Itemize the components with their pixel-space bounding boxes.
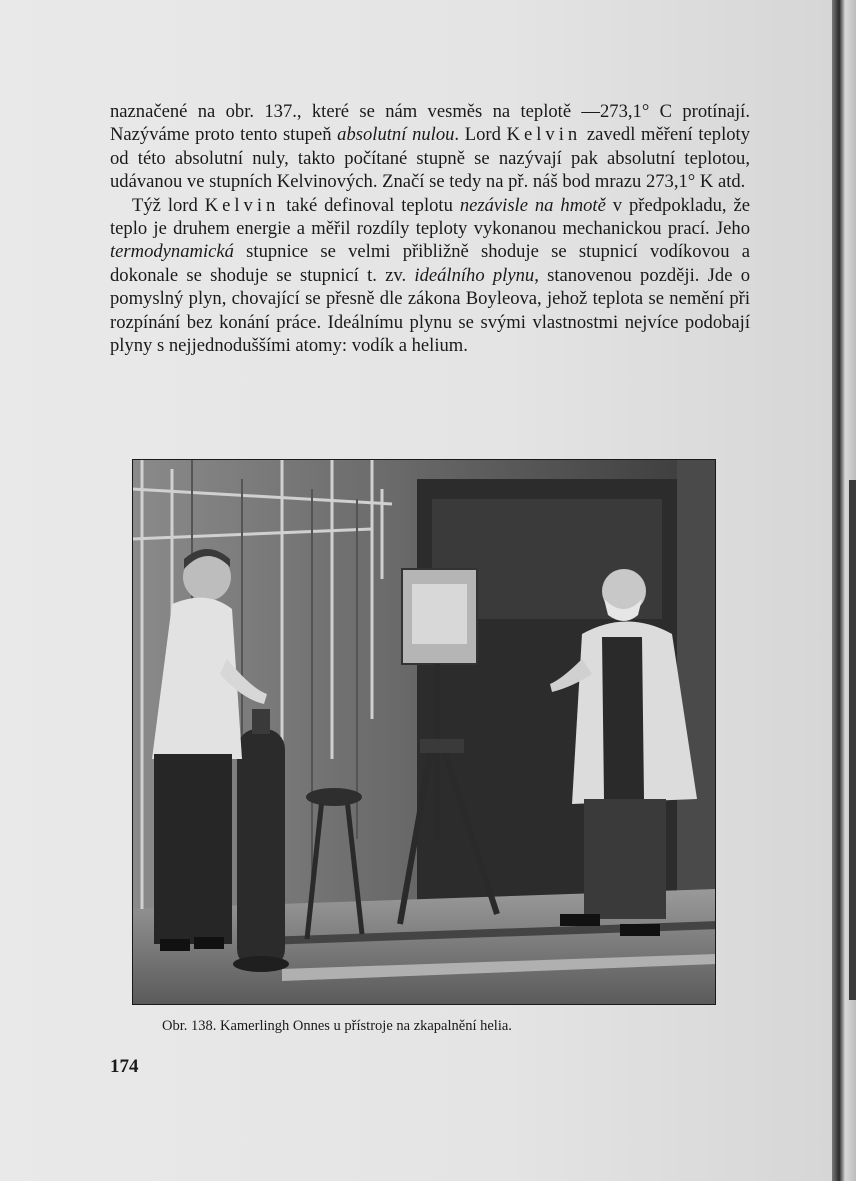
figure-photograph: [132, 459, 716, 1005]
text-segment: termodynamická: [110, 241, 234, 263]
text-segment: , stanovenou později. Jde o pomyslný plyn, chovající se přesně dle zákona Boyleova, jehož teplota se nemění při rozpínání bez konání práce. Ideálnímu plynu se svými vlastnostmi nejvíce podobají plyny s nejjednoduššími atomy: vodík a helium.: [110, 264, 750, 357]
text-segment: v předpokladu, že teplo je druhem energie a měřil rozdíly teploty vykonanou mechanickou prací. Jeho: [110, 194, 750, 240]
text-segment: . Lord: [454, 124, 507, 146]
paragraph-1: [110, 100, 750, 194]
lab-photo-illustration: [132, 459, 716, 1005]
figure-caption: Obr. 138. Kamerlingh Onnes u přístroje na zkapalnění helia.: [162, 1018, 512, 1034]
text-segment: také definoval teplotu: [279, 194, 460, 216]
text-segment: Kelvin: [204, 194, 280, 216]
text-segment: ideálního plynu: [414, 264, 535, 286]
text-segment: zavedl měření teploty od této absolutní nuly, takto počítané stupně se nazývají pak absolutní teplotou, udávanou ve stupních Kelvinových. Značí se tedy na př. náš bod mrazu 273,1° K atd.: [110, 124, 750, 193]
text-segment: Týž lord: [132, 194, 205, 216]
text-segment: stupnice se velmi přibližně shoduje se stupnicí vodíkovou a dokonale se shoduje se stupnicí t. zv.: [110, 241, 750, 286]
paragraph-2: [110, 194, 750, 358]
body-text: [110, 100, 750, 357]
next-page-edge: [849, 480, 856, 1000]
text-segment: absolutní nulou: [337, 124, 455, 146]
text-segment: naznačené na obr. 137., které se nám vesměs na teplotě —273,1° C protínají. Nazýváme proto tento stupeň: [110, 101, 750, 146]
page-number: 174: [110, 1056, 139, 1077]
text-segment: nezávisle na hmotě: [459, 194, 606, 216]
text-segment: Kelvin: [506, 124, 582, 146]
